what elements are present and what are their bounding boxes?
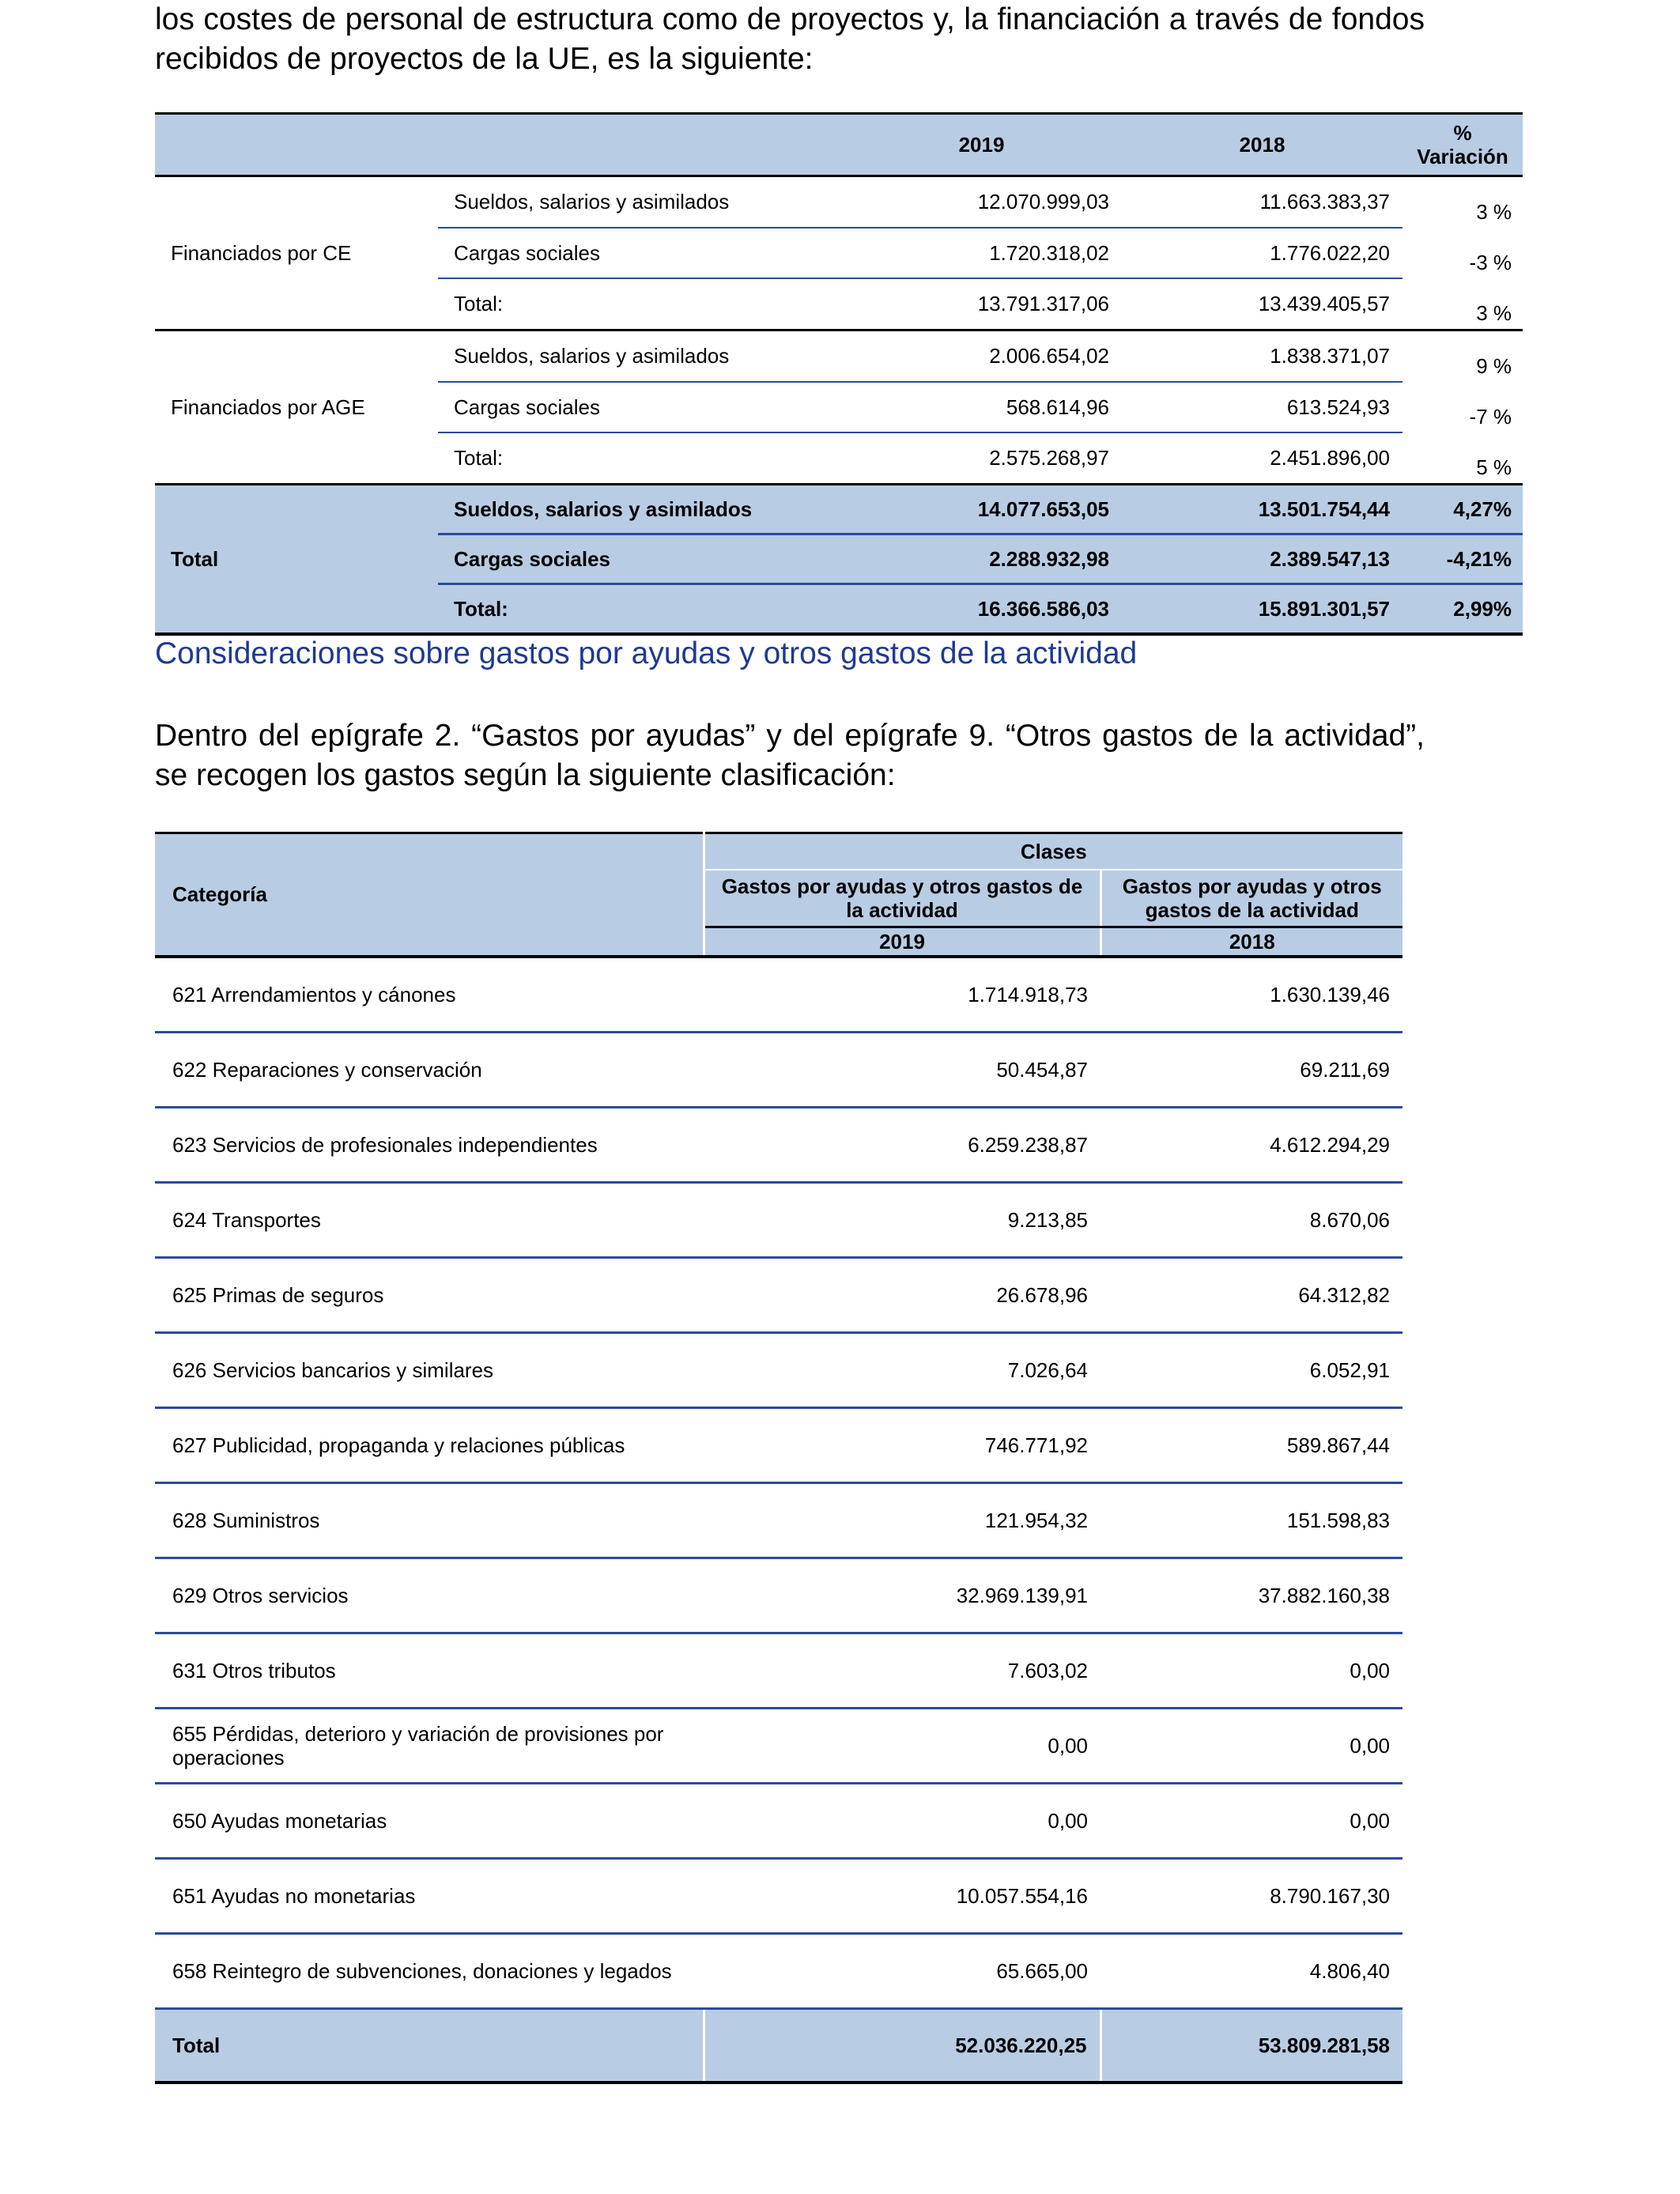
- table-row: Financiados por CE Sueldos, salarios y asimilados 12.070.999,03 11.663.383,37 3 %: [155, 176, 1523, 228]
- value-cell-v2019: 26.678,96: [704, 1258, 1100, 1333]
- header-col1-title: Gastos por ayudas y otros gastos de la actividad: [704, 870, 1100, 927]
- table-row: [155, 1633, 1403, 1709]
- table-row: Total: 13.791.317,06 13.439.405,57 3 %: [155, 278, 1523, 330]
- expenses-table: [155, 832, 1403, 2084]
- value-cell-v2018: 4.612.294,29: [1100, 1108, 1403, 1183]
- group-label: Financiados por AGE: [155, 330, 438, 485]
- category-cell: 625 Primas de seguros: [155, 1258, 704, 1333]
- value-cell-v2019: 1.714.918,73: [704, 957, 1100, 1033]
- value-cell-v2018: 0,00: [1100, 1784, 1403, 1859]
- header-categoria: Categoría: [155, 833, 704, 957]
- table-row: [155, 1333, 1403, 1408]
- group-label: Financiados por CE: [155, 176, 438, 330]
- value-cell-v2018: 0,00: [1100, 1709, 1403, 1784]
- value-cell-v2019: 9.213,85: [704, 1183, 1100, 1258]
- table-row: [155, 1784, 1403, 1859]
- value-cell-v2018: 151.598,83: [1100, 1483, 1403, 1558]
- section-heading: Consideraciones sobre gastos por ayudas y otros gastos de la actividad: [155, 636, 1138, 670]
- section-paragraph: Dentro del epígrafe 2. “Gastos por ayudas” y del epígrafe 9. “Otros gastos de la actividad”, se recogen los gastos según la siguiente clasificación:: [155, 719, 1425, 792]
- header-year-2019: 2019: [704, 927, 1100, 957]
- value-cell-v2019: 7.603,02: [704, 1633, 1100, 1709]
- table-total-row: Total 52.036.220,25 53.809.281,58: [155, 2009, 1403, 2083]
- table-row: Total Sueldos, salarios y asimilados 14.077.653,05 13.501.754,44 4,27%: [155, 485, 1523, 534]
- table-row: [155, 1408, 1403, 1483]
- value-cell-v2019: 121.954,32: [704, 1483, 1100, 1558]
- value-cell-v2018: 0,00: [1100, 1633, 1403, 1709]
- category-cell: 622 Reparaciones y conservación: [155, 1033, 704, 1108]
- header-variation: % Variación: [1403, 114, 1523, 176]
- table-row: [155, 1033, 1403, 1108]
- value-cell-v2019: 32.969.139,91: [704, 1558, 1100, 1633]
- value-cell-v2019: 746.771,92: [704, 1408, 1100, 1483]
- value-cell-v2018: 6.052,91: [1100, 1333, 1403, 1408]
- table-row: [155, 1183, 1403, 1258]
- category-cell: 623 Servicios de profesionales independientes: [155, 1108, 704, 1183]
- table-row: Cargas sociales 2.288.932,98 2.389.547,13 -4,21%: [155, 534, 1523, 584]
- table-row: [155, 1934, 1403, 2009]
- table-row: Cargas sociales 568.614,96 613.524,93 -7 %: [155, 382, 1523, 432]
- category-cell: 650 Ayudas monetarias: [155, 1784, 704, 1859]
- group-label: Total: [155, 485, 438, 635]
- header-col2-title: Gastos por ayudas y otros gastos de la actividad: [1100, 870, 1403, 927]
- value-cell-v2018: 8.670,06: [1100, 1183, 1403, 1258]
- table-row: [155, 1859, 1403, 1934]
- table-row: Cargas sociales 1.720.318,02 1.776.022,20 -3 %: [155, 228, 1523, 278]
- category-cell: 626 Servicios bancarios y similares: [155, 1333, 704, 1408]
- value-cell-v2019: 7.026,64: [704, 1333, 1100, 1408]
- category-cell: 624 Transportes: [155, 1183, 704, 1258]
- category-cell: 651 Ayudas no monetarias: [155, 1859, 704, 1934]
- table-row: Financiados por AGE Sueldos, salarios y asimilados 2.006.654,02 1.838.371,07 9 %: [155, 330, 1523, 383]
- value-cell-v2018: 4.806,40: [1100, 1934, 1403, 2009]
- value-cell-v2018: 8.790.167,30: [1100, 1859, 1403, 1934]
- value-cell-v2019: 6.259.238,87: [704, 1108, 1100, 1183]
- value-cell-v2019: 0,00: [704, 1784, 1100, 1859]
- category-cell: 655 Pérdidas, deterioro y variación de provisiones por operaciones: [155, 1709, 704, 1784]
- table-row: [155, 1558, 1403, 1633]
- category-cell: 627 Publicidad, propaganda y relaciones públicas: [155, 1408, 704, 1483]
- intro-paragraph: los costes de personal de estructura como de proyectos y, la financiación a través de fondos recibidos de proyectos de la UE, es la siguiente:: [155, 2, 1425, 76]
- category-cell: 628 Suministros: [155, 1483, 704, 1558]
- value-cell-v2018: 64.312,82: [1100, 1258, 1403, 1333]
- category-cell: 631 Otros tributos: [155, 1633, 704, 1709]
- value-cell-v2018: 69.211,69: [1100, 1033, 1403, 1108]
- value-cell-v2019: 10.057.554,16: [704, 1859, 1100, 1934]
- value-cell-v2019: 65.665,00: [704, 1934, 1100, 2009]
- header-2018: 2018: [1122, 114, 1403, 176]
- category-cell: 621 Arrendamientos y cánones: [155, 957, 704, 1033]
- table-row: Total: 2.575.268,97 2.451.896,00 5 %: [155, 432, 1523, 485]
- header-year-2018: 2018: [1100, 927, 1403, 957]
- header-2019: 2019: [841, 114, 1122, 176]
- value-cell-v2018: 1.630.139,46: [1100, 957, 1403, 1033]
- value-cell-v2018: 37.882.160,38: [1100, 1558, 1403, 1633]
- category-cell: 658 Reintegro de subvenciones, donaciones y legados: [155, 1934, 704, 2009]
- value-cell-v2018: 589.867,44: [1100, 1408, 1403, 1483]
- header-clases: Clases: [704, 833, 1403, 870]
- value-cell-v2019: 0,00: [704, 1709, 1100, 1784]
- personnel-costs-table: [155, 112, 1523, 636]
- table-row: [155, 1258, 1403, 1333]
- table-row: [155, 1483, 1403, 1558]
- table-header-row: [155, 833, 1403, 870]
- table-row: Total: 16.366.586,03 15.891.301,57 2,99%: [155, 584, 1523, 635]
- value-cell-v2019: 50.454,87: [704, 1033, 1100, 1108]
- table-header-row: [155, 114, 1523, 176]
- category-cell: 629 Otros servicios: [155, 1558, 704, 1633]
- table-row: [155, 1108, 1403, 1183]
- table-row: [155, 957, 1403, 1033]
- table-row: [155, 1709, 1403, 1784]
